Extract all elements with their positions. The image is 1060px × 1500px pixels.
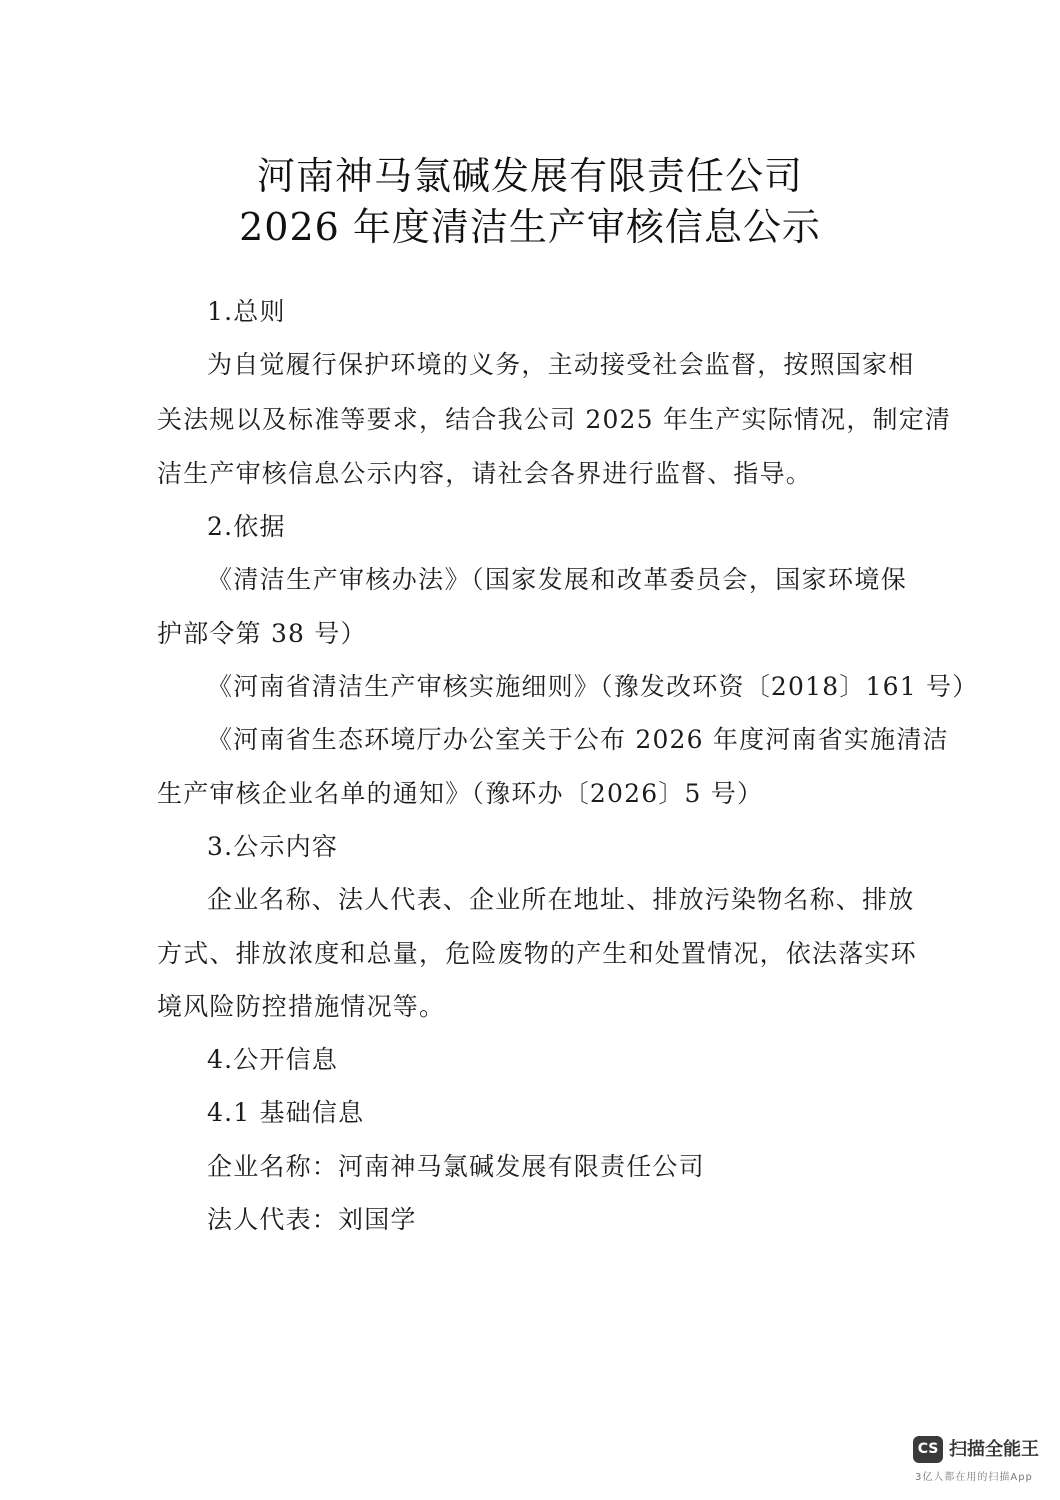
section4-subheading: 4.1 基础信息 — [207, 1098, 365, 1127]
section3-paragraph-line: 方式、排放浓度和总量，危险废物的产生和处置情况，依法落实环 — [157, 939, 917, 968]
company-name-field: 企业名称：河南神马氯碱发展有限责任公司 — [207, 1152, 705, 1181]
scanner-watermark — [913, 1436, 1043, 1488]
section2-reference-3-line1: 《河南省生态环境厅办公室关于公布 2026 年度河南省实施清洁 — [207, 725, 949, 754]
section2-reference-1-line1: 《清洁生产审核办法》（国家发展和改革委员会，国家环境保 — [207, 565, 907, 594]
section3-paragraph-line: 境风险防控措施情况等。 — [157, 992, 446, 1021]
watermark-slogan: 3亿人都在用的扫描App — [915, 1472, 1033, 1483]
section1-heading: 1.总则 — [207, 297, 286, 326]
section4-heading: 4.公开信息 — [207, 1045, 339, 1074]
section2-reference-2: 《河南省清洁生产审核实施细则》（豫发改环资〔2018〕161 号） — [207, 672, 979, 701]
section1-paragraph-line: 洁生产审核信息公示内容，请社会各界进行监督、指导。 — [157, 459, 813, 488]
section2-reference-3-line2: 生产审核企业名单的通知》（豫环办〔2026〕5 号） — [157, 779, 764, 808]
document-title-line2: 2026 年度清洁生产审核信息公示 — [239, 205, 821, 249]
watermark-app-name: 扫描全能王 — [949, 1439, 1039, 1460]
section2-heading: 2.依据 — [207, 512, 286, 541]
camscanner-logo-icon: CS — [913, 1436, 943, 1463]
section1-paragraph-line: 关法规以及标准等要求，结合我公司 2025 年生产实际情况，制定清 — [157, 405, 952, 434]
section3-paragraph-line: 企业名称、法人代表、企业所在地址、排放污染物名称、排放 — [207, 885, 915, 914]
section3-heading: 3.公示内容 — [207, 832, 339, 861]
document-title-line1: 河南神马氯碱发展有限责任公司 — [256, 154, 803, 198]
section2-reference-1-line2: 护部令第 38 号） — [157, 619, 367, 648]
section1-paragraph-line: 为自觉履行保护环境的义务，主动接受社会监督，按照国家相 — [207, 350, 915, 379]
legal-representative-field: 法人代表：刘国学 — [207, 1205, 417, 1234]
